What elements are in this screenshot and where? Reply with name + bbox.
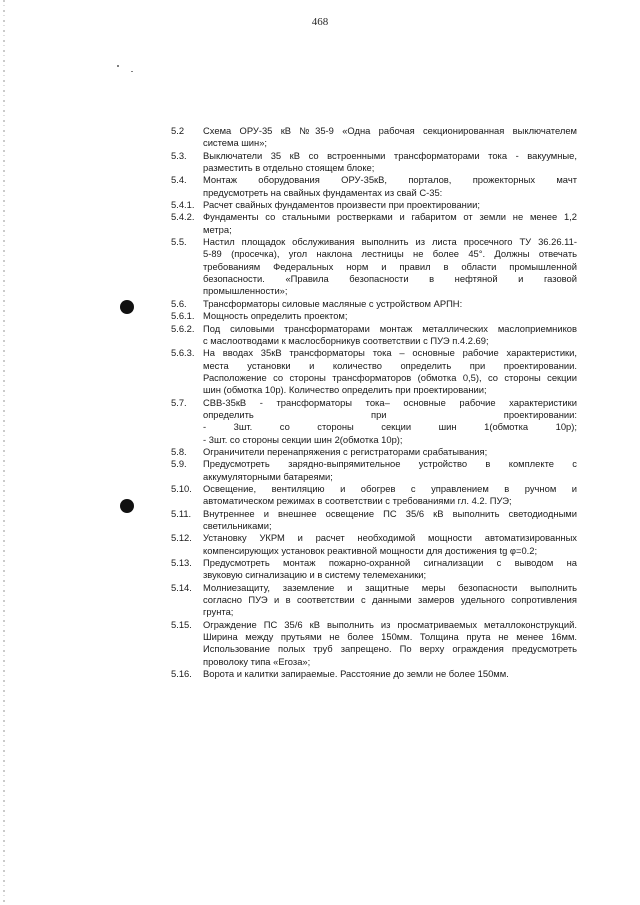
text-line: Мощность определить проектом; (203, 310, 348, 322)
text-line: места установки и количество определить при проектировании. (203, 359, 577, 371)
list-item (171, 446, 577, 458)
text-line: Установку УКРМ и расчет необходимой мощности автоматизированных (203, 532, 577, 544)
item-text (203, 236, 577, 298)
text-line: Фундаменты со стальными ростверками и габаритом от земли не менее 1,2 (203, 211, 577, 223)
text-line: определить при проектировании: (203, 408, 577, 420)
text-line: аккумуляторными батареями; (203, 470, 333, 482)
text-line: с маслоотводами к маслосборникув соответствии с ПУЭ п.4.2.69; (203, 334, 489, 346)
list-item (171, 298, 577, 310)
text-line: промышленности»; (203, 285, 288, 297)
item-text (203, 508, 577, 533)
text-line: система шин»; (203, 137, 268, 149)
item-text (203, 310, 577, 322)
item-text (203, 619, 577, 668)
text-line: требованиям Федеральных норм и правил в области промышленной (203, 260, 577, 272)
item-number: 5.6.2. (171, 322, 195, 334)
list-item (171, 483, 577, 508)
item-text (203, 397, 577, 446)
text-line: СВВ-35кВ - трансформаторы тока– основные рабочие характеристики (203, 396, 577, 408)
text-line: шин (обмотка 10р). Количество определить при проектировании; (203, 384, 487, 396)
text-line: проволоку типа «Егоза»; (203, 655, 311, 667)
text-line: - 3шт. со стороны секции шин 2(обмотка 10р); (203, 433, 403, 445)
text-line: Настил площадок обслуживания выполнить из листа просечного ТУ 36.26.11- (203, 236, 577, 248)
list-item (171, 323, 577, 348)
scan-speck (117, 65, 119, 67)
list-item (171, 619, 577, 668)
text-line: метра; (203, 223, 232, 235)
text-line: Ограждение ПС 35/6 кВ выполнить из просматриваемых металлоконструкций. (203, 618, 577, 630)
list-item (171, 310, 577, 322)
text-line: разместить в отдельно стоящем блоке; (203, 162, 375, 174)
scan-edge-artifact (3, 0, 5, 905)
item-text (203, 347, 577, 396)
list-item (171, 347, 577, 396)
punch-hole (120, 499, 134, 513)
text-line: предусмотреть на свайных фундаментах из свай С-35: (203, 186, 443, 198)
item-number: 5.4.2. (171, 211, 195, 223)
item-number: 5.8. (171, 445, 187, 457)
text-line: Ограничители перенапряжения с регистраторами срабатывания; (203, 445, 488, 457)
text-line: Освещение, вентиляцию и обогрев с управлением в ручном и (203, 482, 577, 494)
item-text (203, 323, 577, 348)
text-line: Под силовыми трансформаторами монтаж металлических маслоприемников (203, 322, 577, 334)
page-number: 468 (311, 16, 329, 28)
item-number: 5.10. (171, 482, 192, 494)
list-item (171, 199, 577, 211)
list-item (171, 397, 577, 446)
item-number: 5.7. (171, 396, 187, 408)
text-line: компенсирующих установок реактивной мощности для достижения tg φ=0.2; (203, 544, 538, 556)
item-text (203, 582, 577, 619)
item-number: 5.6.1. (171, 310, 195, 322)
list-item (171, 557, 577, 582)
text-line: согласно ПУЭ и в соответствии с данными замеров удельного сопротивления (203, 594, 577, 606)
item-number: 5.12. (171, 532, 192, 544)
text-line: Внутреннее и внешнее освещение ПС 35/6 кВ выполнить светодиодными (203, 507, 577, 519)
text-line: Выключатели 35 кВ со встроенными трансформаторами тока - вакуумные, (203, 149, 577, 161)
item-number: 5.11. (171, 507, 192, 519)
text-line: - 3шт. со стороны секции шин 1(обмотка 10р); (203, 421, 577, 433)
text-line: Расчет свайных фундаментов произвести при проектировании; (203, 199, 480, 211)
item-number: 5.16. (171, 668, 192, 680)
text-line: Монтаж оборудования ОРУ-35кВ, порталов, прожекторных мачт (203, 174, 577, 186)
item-text (203, 446, 577, 458)
list-item (171, 174, 577, 199)
item-number: 5.5. (171, 236, 187, 248)
punch-hole (120, 300, 134, 314)
text-line: безопасности. «Правила безопасности в нефтяной и газовой (203, 273, 577, 285)
list-item (171, 458, 577, 483)
item-text (203, 298, 577, 310)
list-item (171, 508, 577, 533)
item-number: 5.9. (171, 458, 187, 470)
text-line: светильниками; (203, 520, 272, 531)
list-item (171, 236, 577, 298)
item-text (203, 125, 577, 150)
item-text (203, 458, 577, 483)
item-text (203, 211, 577, 236)
item-number: 5.13. (171, 557, 192, 569)
list-item (171, 582, 577, 619)
text-line: На вводах 35кВ трансформаторы тока – основные рабочие характеристики, (203, 347, 577, 359)
item-text (203, 150, 577, 175)
text-line: Ворота и калитки запираемые. Расстояние до земли не более 150мм. (203, 668, 509, 680)
list-item (171, 532, 577, 557)
list-item (171, 211, 577, 236)
text-line: Ширина между прутьями не более 150мм. Толщина прута не менее 16мм. (203, 631, 577, 643)
text-line: грунта; (203, 606, 234, 618)
item-text (203, 557, 577, 582)
item-number: 5.6. (171, 297, 187, 309)
text-line: Предусмотреть зарядно-выпрямительное устройство в комплекте с (203, 458, 577, 470)
text-line: Молниезащиту, заземление и защитные меры безопасности выполнить (203, 581, 577, 593)
item-number: 5.2 (171, 125, 185, 136)
text-line: Схема ОРУ-35 кВ №35-9 «Одна рабочая секционированная выключателем (203, 125, 577, 136)
item-number: 5.3. (171, 149, 187, 161)
item-text (203, 483, 577, 508)
text-line: Расположение со стороны трансформаторов (обмотка 0,5), со стороны секции (203, 371, 577, 383)
item-number: 5.15. (171, 618, 192, 630)
text-line: Использование полых труб запрещено. По верху ограждения предусмотреть (203, 643, 577, 655)
text-line: Трансформаторы силовые масляные с устройством АРПН: (203, 297, 463, 309)
list-item (171, 150, 577, 175)
item-number: 5.4.1. (171, 199, 195, 211)
item-text (203, 199, 577, 211)
list-item (171, 668, 577, 680)
item-number: 5.14. (171, 581, 192, 593)
item-number: 5.4. (171, 174, 187, 186)
text-line: Предусмотреть монтаж пожарно-охранной сигнализации с выводом на (203, 557, 577, 569)
text-line: автоматическом режимах в соответствии с требованиями гл. 4.2. ПУЭ; (203, 495, 512, 507)
item-text (203, 668, 577, 680)
list-item (171, 125, 577, 150)
text-line: звуковую сигнализацию и в систему телемеханики; (203, 569, 427, 581)
scan-speck (131, 71, 133, 72)
item-number: 5.6.3. (171, 347, 195, 359)
item-text (203, 174, 577, 199)
text-line: 5-89 (просечка), угол наклона лестницы не более 45°. Должны отвечать (203, 248, 577, 260)
requirements-list (171, 125, 577, 680)
item-text (203, 532, 577, 557)
